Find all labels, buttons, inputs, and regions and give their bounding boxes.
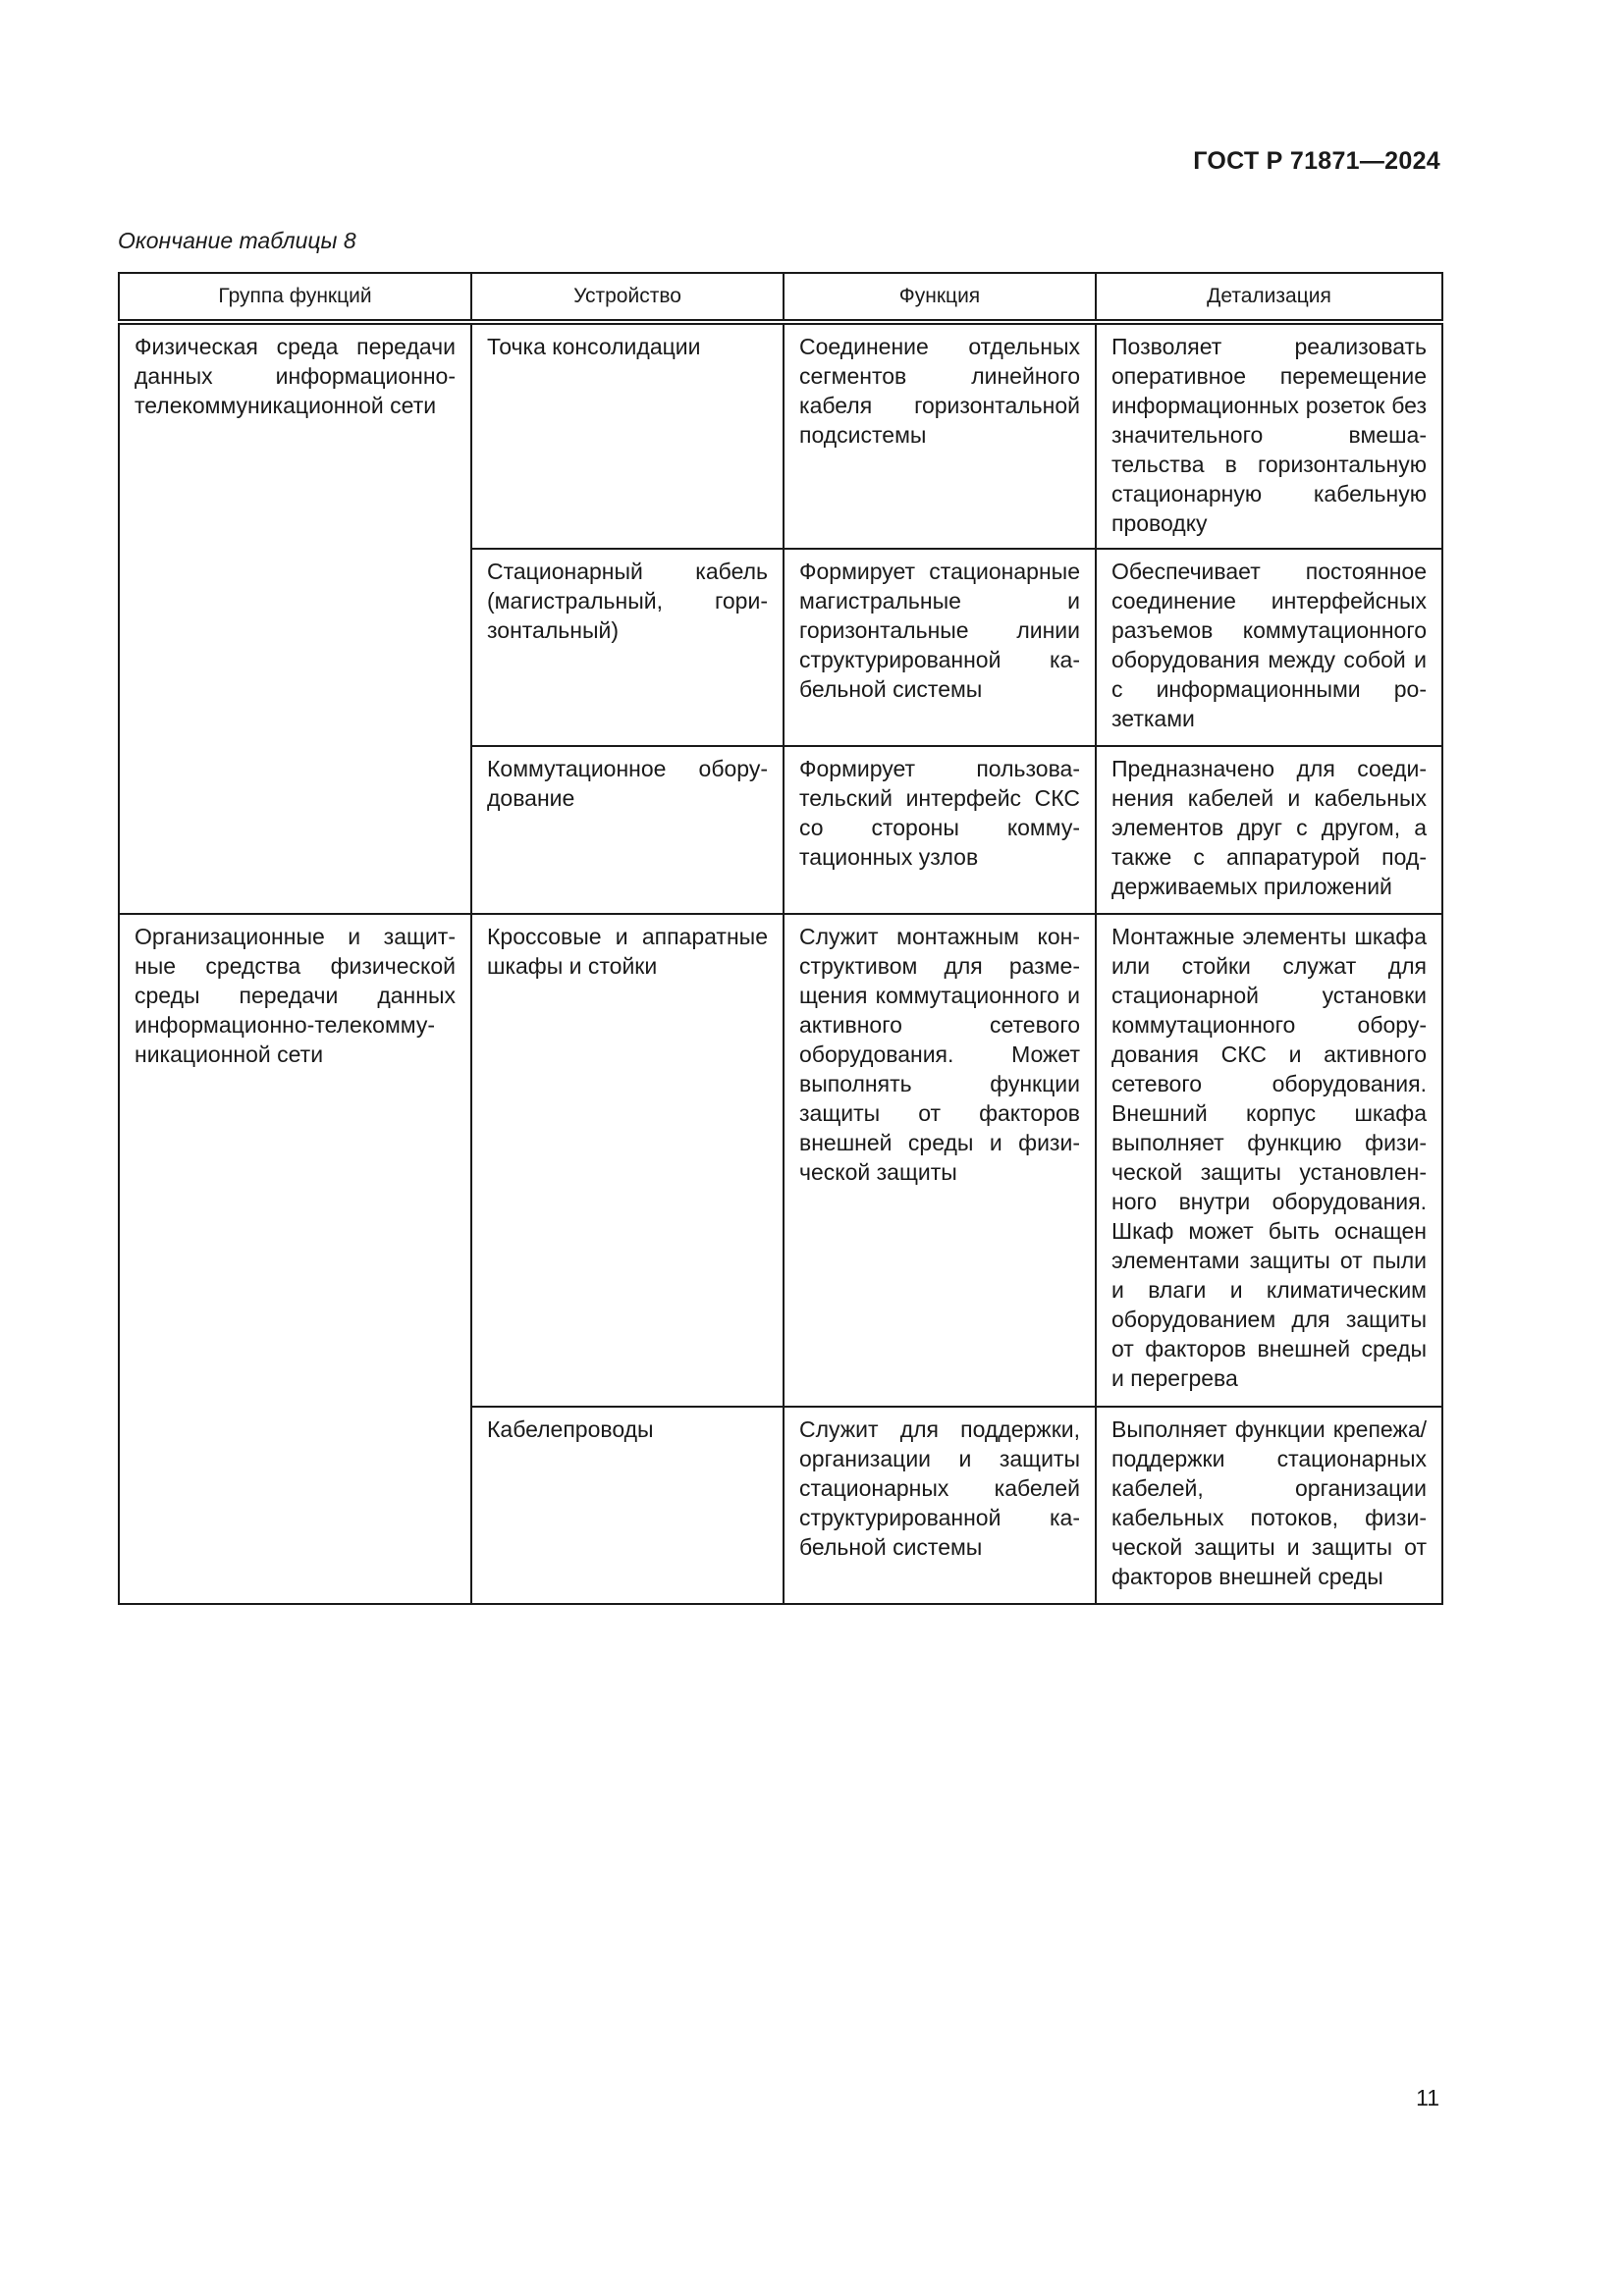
detail-cell: Монтажные элементы шкафа или стойки служат для стационарной установки коммутационного оборудования СКС и активного сетевого оборудования. Внешний корпус шкафа выполняет функцию физической защиты установленного внутри оборудования. Шкаф может быть оснащен элементами защиты от пыли и влаги и климатическим оборудованием для защиты от факторов внешней среды и перегрева — [1096, 914, 1442, 1407]
detail-cell: Обеспечивает постоянное соединение интерфейсных разъемов коммутационного оборудования между собой и с информационными розетками — [1096, 549, 1442, 746]
function-cell: Служит для поддержки, организации и защиты стационарных кабелей структурированной кабельной системы — [784, 1407, 1096, 1604]
group-cell: Физическая среда передачи данных информационно-телекоммуникационной сети — [119, 322, 471, 914]
functions-table — [118, 272, 1443, 1605]
group-cell: Организационные и защитные средства физической среды передачи данных информационно-телекоммуникационной сети — [119, 914, 471, 1604]
detail-cell: Предназначено для соединения кабелей и кабельных элементов друг с другом, а также с аппаратурой поддерживаемых приложений — [1096, 746, 1442, 914]
function-cell: Формирует пользовательский интерфейс СКС со стороны коммутационных узлов — [784, 746, 1096, 914]
detail-cell: Позволяет реализовать оперативное перемещение информационных розеток без значительного вмешательства в горизонтальную стационарную кабельную проводку — [1096, 322, 1442, 549]
device-cell: Кабелепроводы — [471, 1407, 784, 1604]
standard-number: ГОСТ Р 71871—2024 — [1193, 147, 1440, 175]
table-row — [119, 322, 1442, 549]
column-header-group: Группа функций — [119, 273, 471, 322]
device-cell: Кроссовые и аппаратные шкафы и стойки — [471, 914, 784, 1407]
table-caption: Окончание таблицы 8 — [118, 228, 356, 253]
table-row — [119, 914, 1442, 1407]
device-cell: Коммутационное оборудование — [471, 746, 784, 914]
function-cell: Соединение отдельных сегментов линейного кабеля горизонтальной подсистемы — [784, 322, 1096, 549]
page-number: 11 — [1416, 2085, 1439, 2110]
function-cell: Формирует стационарные магистральные и горизонтальные линии структурированной кабельной системы — [784, 549, 1096, 746]
device-cell: Стационарный кабель (магистральный, горизонтальный) — [471, 549, 784, 746]
column-header-detail: Детализация — [1096, 273, 1442, 322]
table-header-row — [119, 273, 1442, 322]
column-header-function: Функция — [784, 273, 1096, 322]
function-cell: Служит монтажным конструктивом для размещения коммутационного и активного сетевого оборудования. Может выполнять функции защиты от факторов внешней среды и физической защиты — [784, 914, 1096, 1407]
device-cell: Точка консолидации — [471, 322, 784, 549]
column-header-device: Устройство — [471, 273, 784, 322]
detail-cell: Выполняет функции крепежа/поддержки стационарных кабелей, организации кабельных потоков, физической защиты и защиты от факторов внешней среды — [1096, 1407, 1442, 1604]
